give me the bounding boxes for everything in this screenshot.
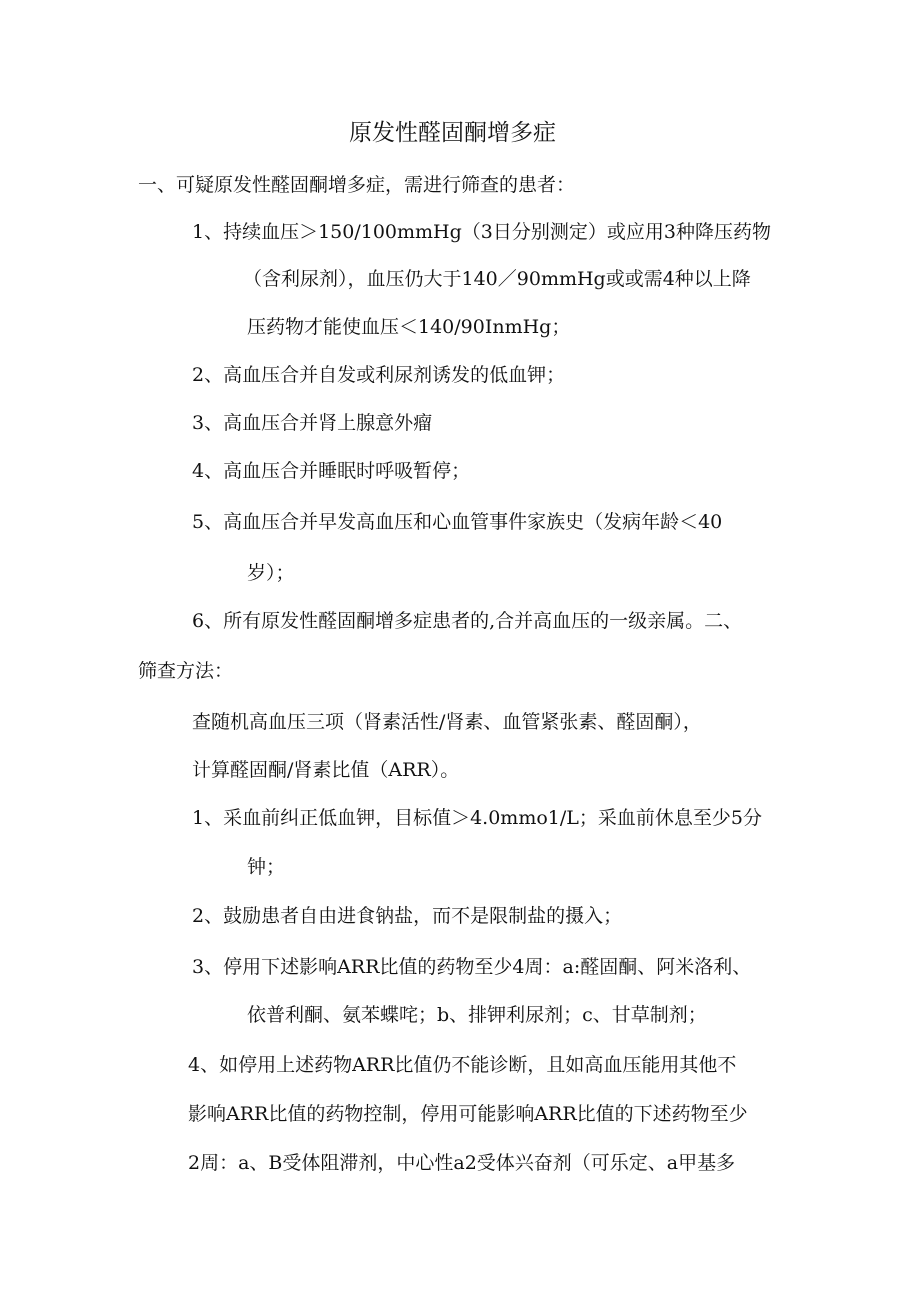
text-line: 查随机高血压三项（肾素活性/肾素、血管紧张素、醛固酮）， [192, 711, 702, 733]
text-line: 2周：a、B受体阻滞剂，中心性a2受体兴奋剂（可乐定、a甲基多 [188, 1152, 736, 1174]
text-line: 2、高血压合并自发或利尿剂诱发的低血钾； [192, 364, 566, 386]
text-line: 影响ARR比值的药物控制，停用可能影响ARR比值的下述药物至少 [188, 1103, 748, 1125]
text-line: 钟； [247, 856, 286, 878]
text-line: 6、所有原发性醛固酮增多症患者的,合并高血压的一级亲属。二、 [192, 610, 743, 632]
text-line: 一、可疑原发性醛固酮增多症，需进行筛查的患者： [138, 174, 576, 196]
text-line: 筛查方法： [138, 660, 234, 682]
text-line: 依普利酮、氨苯蝶咤；b、排钾利尿剂；c、甘草制剂； [247, 1004, 707, 1026]
text-line: 5、高血压合并早发高血压和心血管事件家族史（发病年龄＜40 [192, 511, 723, 533]
text-line: 1、持续血压＞150/100mmHg（3日分别测定）或应用3种降压药物 [192, 221, 771, 243]
text-line: 4、高血压合并睡眠时呼吸暂停； [192, 460, 471, 482]
text-line: 3、高血压合并肾上腺意外瘤 [192, 412, 433, 434]
text-line: 3、停用下述影响ARR比值的药物至少4周：a:醛固酮、阿米洛利、 [192, 956, 752, 978]
text-line: 4、如停用上述药物ARR比值仍不能诊断，且如高血压能用其他不 [188, 1054, 737, 1076]
text-line: 2、鼓励患者自由进食钠盐，而不是限制盐的摄入； [192, 905, 623, 927]
text-line: 压药物才能使血压＜140/90InmHg； [247, 316, 571, 338]
text-line: 岁）； [247, 562, 295, 584]
text-line: 计算醛固酮/肾素比值（ARR）。 [192, 759, 460, 781]
text-line: （含利尿剂），血压仍大于140／90mmHg或或需4种以上降 [243, 268, 751, 290]
text-line: 1、采血前纠正低血钾，目标值＞4.0mmo1/L；采血前休息至少5分 [192, 807, 762, 829]
page-title: 原发性醛固酮增多症 [349, 120, 556, 146]
